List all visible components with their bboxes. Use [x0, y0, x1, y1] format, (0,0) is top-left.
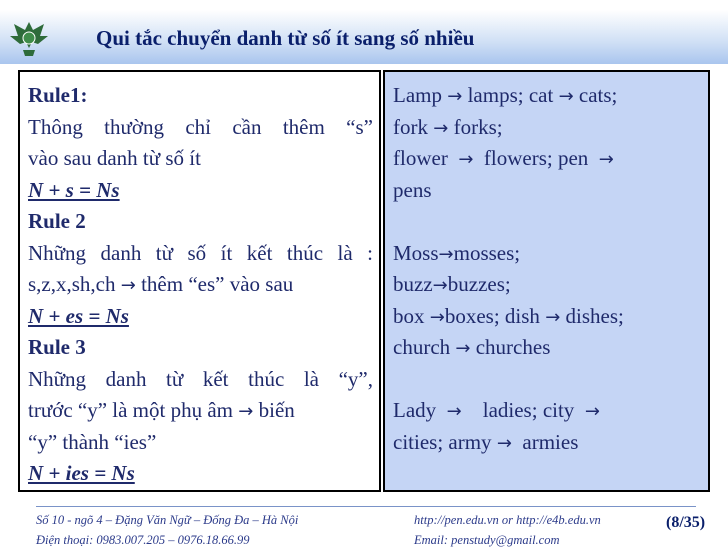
footer-phone: Điện thoại: 0983.007.205 – 0976.18.66.99	[36, 533, 250, 547]
rule3-text: Những danh từ kết thúc là “y”,	[28, 366, 373, 391]
arrow-icon: →	[496, 432, 512, 454]
rule1-heading: Rule1:	[28, 83, 88, 107]
arrow-icon: →	[446, 401, 462, 422]
arrow-icon: →	[238, 401, 254, 422]
spacer	[393, 206, 702, 238]
example-flower-pen: flower → flowers; pen →	[393, 146, 614, 170]
rules-panel	[18, 70, 381, 492]
spacer	[393, 364, 702, 396]
examples-panel	[383, 70, 710, 492]
example-buzz: buzz→buzzes;	[393, 272, 511, 296]
rule1-formula-row	[28, 175, 373, 207]
rule3-formula: N + ies = Ns	[28, 461, 135, 485]
rule3-condition: trước “y” là một phụ âm	[28, 398, 234, 422]
example-moss: Moss→mosses;	[393, 240, 521, 265]
example-pens: pens	[393, 177, 432, 202]
rule2-text: Những danh từ số ít kết thúc là :	[28, 240, 373, 265]
example-lady-city: Lady → ladies; city →	[393, 398, 600, 422]
arrow-icon: →	[598, 149, 614, 170]
rule2-endings: s,z,x,sh,ch	[28, 272, 116, 296]
arrow-icon: →	[120, 275, 136, 296]
example-box-dish: box →boxes; dish → dishes;	[393, 303, 624, 328]
footer-contact	[36, 510, 298, 550]
rule2-text-cont	[28, 269, 373, 301]
example-army: cities; army → armies	[393, 429, 579, 454]
example-lamp-cat: Lamp → lamps; cat → cats;	[393, 83, 618, 107]
arrow-icon: →	[584, 401, 600, 422]
rule2-heading: Rule 2	[28, 209, 86, 233]
example-fork: fork → forks;	[393, 114, 503, 139]
arrow-icon: →	[432, 275, 448, 296]
arrow-icon: →	[438, 243, 454, 265]
rule1-text: Thông thường chỉ cần thêm “s”	[28, 114, 373, 139]
arrow-icon: →	[558, 86, 574, 107]
winged-emblem-logo	[6, 14, 52, 60]
footer-divider	[36, 506, 696, 507]
arrow-icon: →	[429, 306, 445, 328]
rule3-action: biến	[258, 398, 295, 422]
rule2-action: thêm “es” vào sau	[141, 272, 294, 296]
rule1-formula: N + s = Ns	[28, 177, 120, 202]
rule3-heading: Rule 3	[28, 335, 86, 359]
example-church: church → churches	[393, 335, 551, 359]
rule3-text-cont	[28, 395, 373, 427]
arrow-icon: →	[447, 86, 463, 107]
footer-address: Số 10 - ngõ 4 – Đặng Văn Ngữ – Đống Đa – Hà Nội	[36, 513, 299, 527]
arrow-icon: →	[455, 338, 471, 359]
footer-email[interactable]: Email: penstudy@gmail.com	[414, 533, 560, 547]
page-title: Qui tắc chuyển danh từ số ít sang số nhiều	[96, 26, 475, 50]
rule1-text-cont: vào sau danh từ số ít	[28, 146, 201, 170]
arrow-icon: →	[458, 149, 474, 170]
rule3-text-end: “y” thành “ies”	[28, 429, 157, 454]
rule3-formula-row	[28, 458, 373, 490]
arrow-icon: →	[433, 117, 449, 139]
arrow-icon: →	[545, 306, 561, 328]
footer-web	[414, 510, 601, 550]
rule2-formula: N + es = Ns	[28, 303, 129, 328]
footer-website[interactable]: http://pen.edu.vn or http://e4b.edu.vn	[414, 513, 601, 527]
page-number: (8/35)	[666, 514, 706, 531]
rule2-formula-row	[28, 301, 373, 333]
